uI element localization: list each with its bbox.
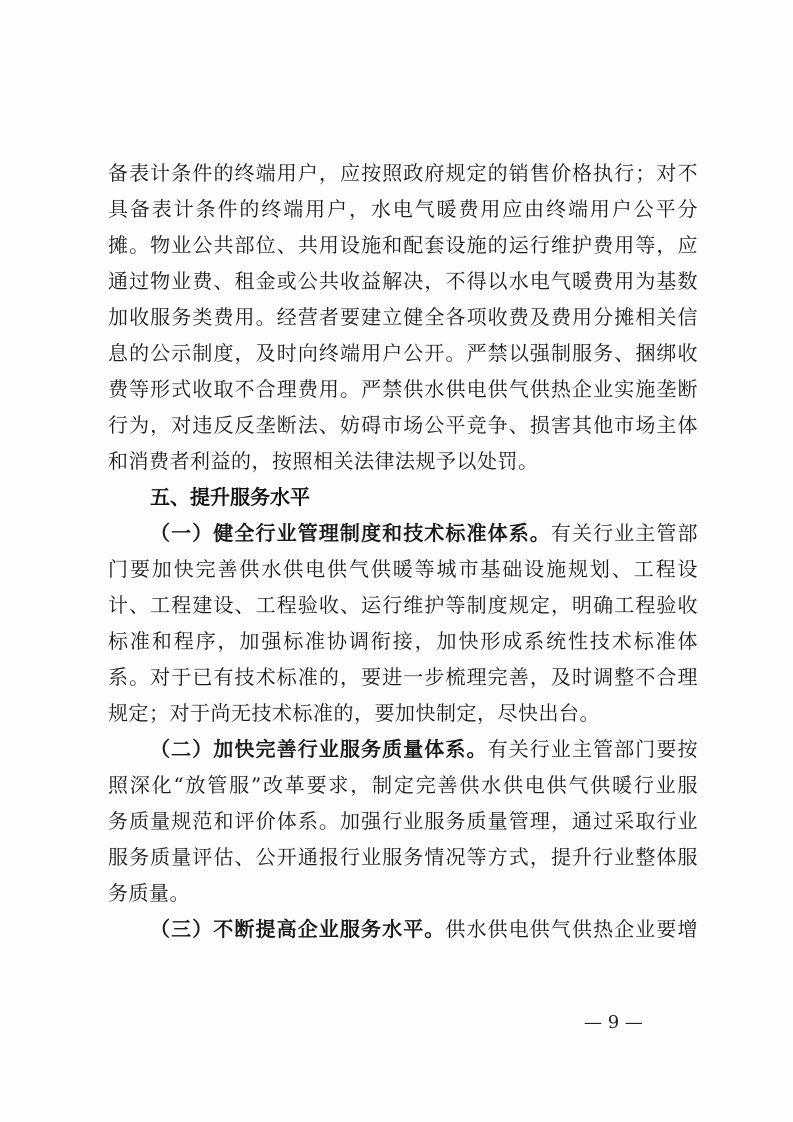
paragraph-first-line <box>108 731 698 767</box>
section-heading: 五、提升服务水平 <box>150 485 310 509</box>
document-body <box>108 155 698 947</box>
subsection-heading: （二）加快完善行业服务质量体系。 <box>150 737 488 761</box>
body-line: 备表计条件的终端用户，应按照政府规定的销售价格执行；对不 <box>108 161 698 185</box>
body-text: 有关行业主管部 <box>550 521 698 545</box>
subsection-heading: （一）健全行业管理制度和技术标准体系。 <box>150 521 551 545</box>
body-line: 照深化“放管服”改革要求，制定完善供水供电供气供暖行业服 <box>108 773 698 797</box>
body-text: 有关行业主管部门要按 <box>487 737 698 761</box>
body-line: 费等形式收取不合理费用。严禁供水供电供气供热企业实施垄断 <box>108 377 698 401</box>
body-line: 服务质量评估、公开通报行业服务情况等方式，提升行业整体服 <box>108 845 698 869</box>
body-line: 计、工程建设、工程验收、运行维护等制度规定，明确工程验收 <box>108 593 698 617</box>
body-line: 标准和程序，加强标准协调衔接，加快形成系统性技术标准体 <box>108 629 698 653</box>
paragraph-first-line <box>108 515 698 551</box>
body-line: 通过物业费、租金或公共收益解决，不得以水电气暖费用为基数 <box>108 269 698 293</box>
page-number: — 9 — <box>584 1012 643 1033</box>
body-line: 摊。物业公共部位、共用设施和配套设施的运行维护费用等，应 <box>108 233 698 257</box>
body-line: 行为，对违反反垄断法、妨碍市场公平竞争、损害其他市场主体 <box>108 413 698 437</box>
body-line: 务质量规范和评价体系。加强行业服务质量管理，通过采取行业 <box>108 809 698 833</box>
subsection-heading: （三）不断提高企业服务水平。 <box>150 917 446 941</box>
body-line: 规定；对于尚无技术标准的，要加快制定，尽快出台。 <box>108 701 600 725</box>
body-line: 务质量。 <box>108 881 190 905</box>
body-line: 和消费者利益的，按照相关法律法规予以处罚。 <box>108 449 539 473</box>
body-text: 供水供电供气供热企业要增 <box>445 917 698 941</box>
body-line: 具备表计条件的终端用户，水电气暖费用应由终端用户公平分 <box>108 197 698 221</box>
body-line: 系。对于已有技术标准的，要进一步梳理完善，及时调整不合理 <box>108 665 698 689</box>
body-line: 门要加快完善供水供电供气供暖等城市基础设施规划、工程设 <box>108 557 698 581</box>
paragraph-first-line <box>108 911 698 947</box>
body-line: 加收服务类费用。经营者要建立健全各项收费及费用分摊相关信 <box>108 305 698 329</box>
body-line: 息的公示制度，及时向终端用户公开。严禁以强制服务、捆绑收 <box>108 341 698 365</box>
